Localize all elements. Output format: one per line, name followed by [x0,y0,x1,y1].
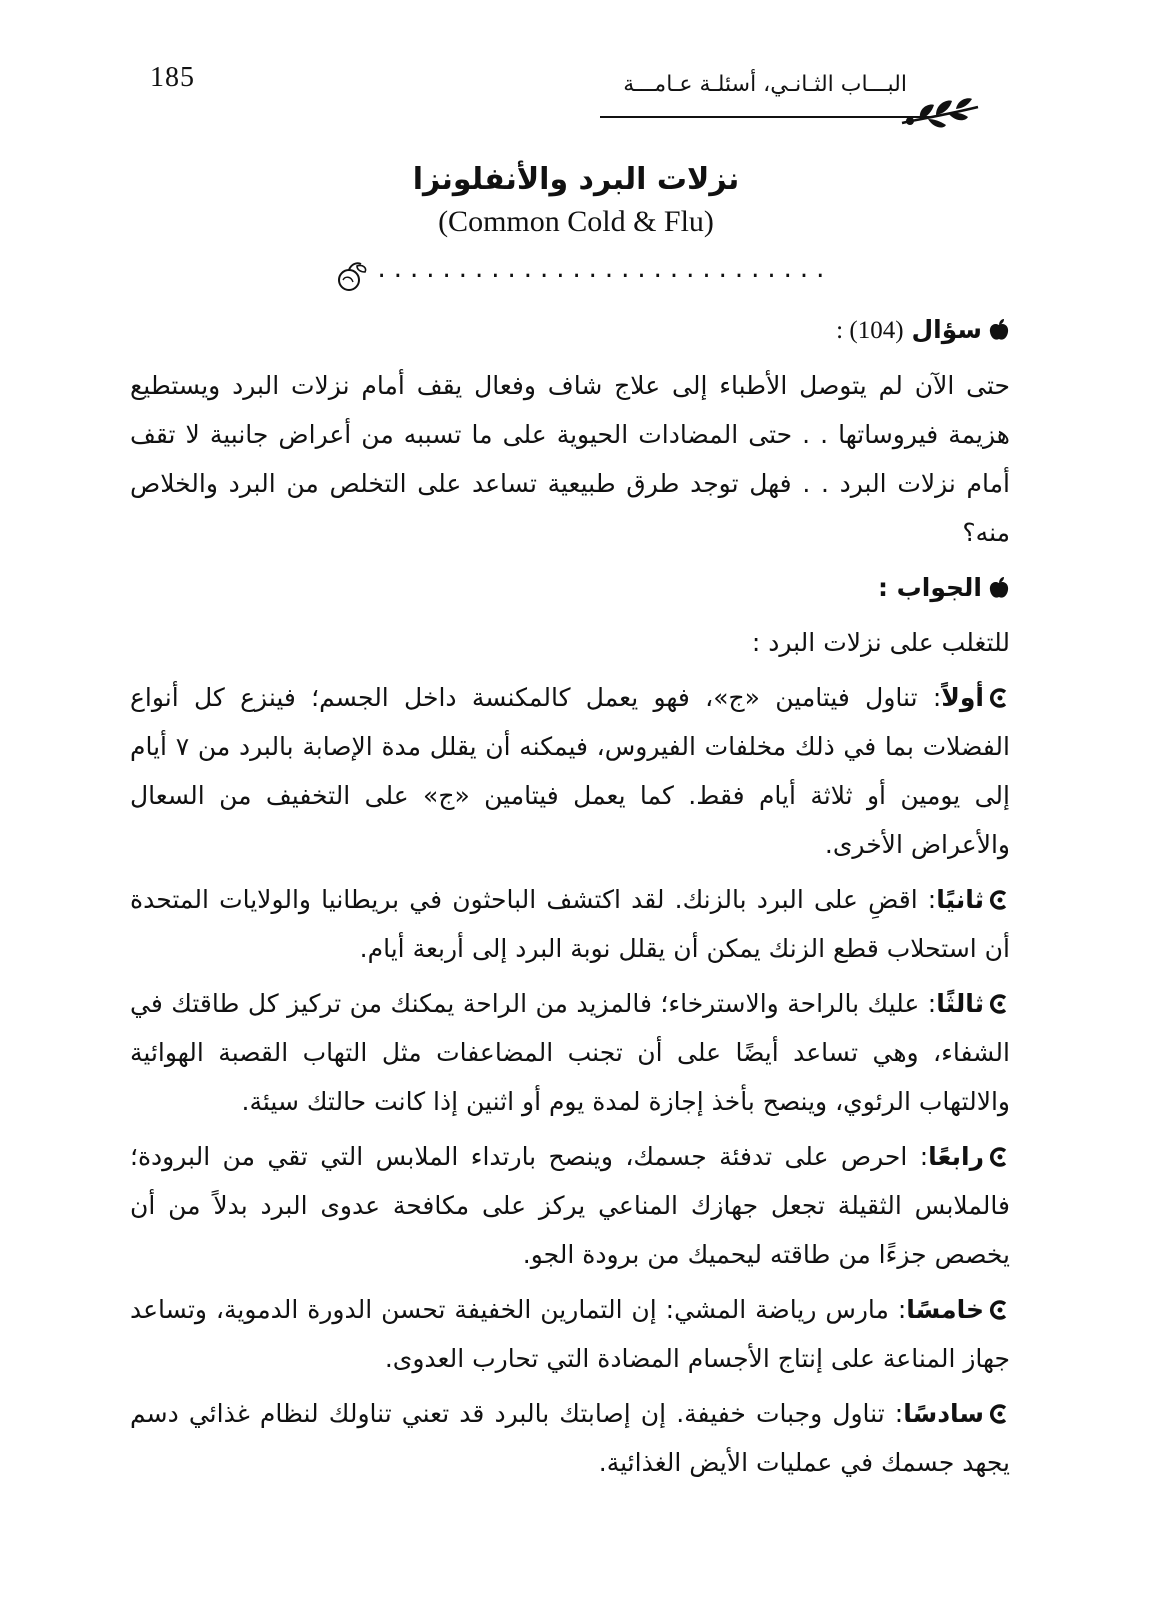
answer-point-3 [130,979,1010,1126]
answer-point-1 [130,673,1010,869]
page-body [130,305,1010,1493]
point-text: : تناول وجبات خفيفة. إن إصابتك بالبرد قد تعني تناولك لنظام غذائي دسم يجهد جسمك في عمليات الأيض الغذائية. [130,1399,1010,1477]
horseshoe-bullet-icon [990,687,1010,709]
point-heading: ثانيًا [936,885,984,914]
answer-point-6 [130,1389,1010,1487]
point-text: : مارس رياضة المشي: إن التمارين الخفيفة تحسن الدورة الدموية، وتساعد جهاز المناعة على إنتاج الأجسام المضادة التي تحارب العدوى. [130,1295,1010,1373]
section-title-english: (Common Cold & Flu) [438,205,714,238]
point-text: : تناول فيتامين «ج»، فهو يعمل كالمكنسة داخل الجسم؛ فينزع كل أنواع الفضلات بما في ذلك مخلفات الفيروس، فيمكنه أن يقلل مدة الإصابة بالبرد من ٧ أيام إلى يومين أو ثلاثة أيام فقط. كما يعمل فيتامين «ج» على التخفيف من السعال والأعراض الأخرى. [130,683,1010,859]
horseshoe-bullet-icon [990,993,1010,1015]
horseshoe-bullet-icon [990,1299,1010,1321]
question-label: سؤال [911,315,982,344]
question-text: حتى الآن لم يتوصل الأطباء إلى علاج شاف وفعال يقف أمام نزلات البرد ويستطيع هزيمة فيروساتها . . حتى المضادات الحيوية على ما تسببه من أعراض جانبية لا تقف أمام نزلات البرد . . فهل توجد طرق طبيعية تساعد على التخلص من البرد والخلاص منه؟ [130,371,1010,547]
dotted-line: ............................ [375,258,830,283]
question-heading [130,305,1010,355]
answer-point-5 [130,1285,1010,1383]
running-header: البـــاب الثـانـي، أسئلـة عـامـــة [623,72,907,97]
title-divider [335,258,830,298]
point-heading: خامسًا [906,1295,984,1324]
horseshoe-bullet-icon [990,1403,1010,1425]
apple-icon [988,576,1010,600]
horseshoe-bullet-icon [990,889,1010,911]
point-text: : احرص على تدفئة جسمك، وينصح بارتداء الملابس التي تقي من البرودة؛ فالملابس الثقيلة تجعل جهازك المناعي يركز على مكافحة عدوى البرد بدلاً من أن يخصص جزءًا من طاقته ليحميك من برودة الجو. [130,1142,1010,1269]
answer-heading [130,563,1010,612]
answer-label: الجواب : [877,573,982,602]
point-heading: ثالثًا [936,989,984,1018]
point-heading: رابعًا [928,1142,984,1171]
answer-point-4 [130,1132,1010,1279]
point-heading: أولاً [941,683,984,712]
header-rule [600,116,930,118]
answer-intro: للتغلب على نزلات البرد : [751,628,1010,657]
horseshoe-bullet-icon [990,1146,1010,1168]
fruit-ornament-icon [335,260,369,294]
point-heading: سادسًا [903,1399,984,1428]
answer-point-2 [130,875,1010,973]
section-title-arabic: نزلات البرد والأنفلونزا [412,162,740,197]
leaf-branch-icon [900,97,980,133]
question-number: (104) : [836,317,904,344]
point-text: : اقضِ على البرد بالزنك. لقد اكتشف الباحثون في بريطانيا والولايات المتحدة أن استحلاب قطع الزنك يمكن أن يقلل نوبة البرد إلى أربعة أيام. [130,885,1010,963]
point-text: : عليك بالراحة والاسترخاء؛ فالمزيد من الراحة يمكنك من تركيز كل طاقتك في الشفاء، وهي تساعد أيضًا على أن تجنب المضاعفات مثل التهاب القصبة الهوائية والالتهاب الرئوي، وينصح بأخذ إجازة لمدة يوم أو اثنين إذا كانت حالتك سيئة. [130,989,1010,1116]
page-number: 185 [150,62,195,93]
apple-icon [988,318,1010,342]
